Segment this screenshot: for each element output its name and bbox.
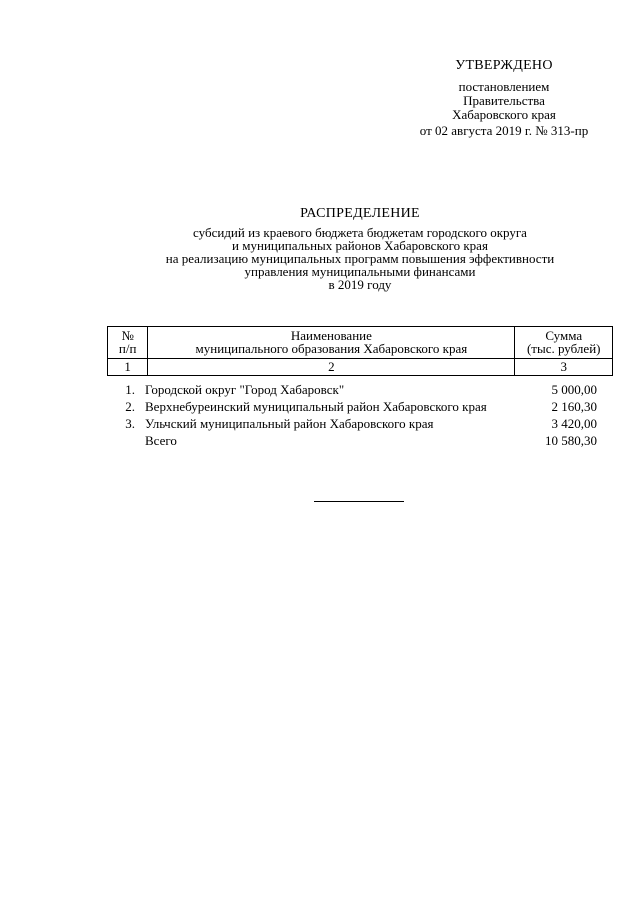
title-line: субсидий из краевого бюджета бюджетам городского округа bbox=[193, 225, 527, 240]
header-num bbox=[108, 327, 148, 359]
row-name: Ульчский муниципальный район Хабаровского края bbox=[145, 416, 434, 431]
title-line: в 2019 году bbox=[328, 277, 392, 292]
header-sum bbox=[515, 327, 613, 359]
subsidy-table-header bbox=[107, 326, 613, 376]
total-label: Всего bbox=[145, 433, 177, 448]
table-row bbox=[107, 417, 613, 431]
title-line: на реализацию муниципальных программ повышения эффективности bbox=[165, 251, 555, 266]
column-number: 3 bbox=[515, 359, 613, 376]
total-number bbox=[107, 434, 145, 448]
table-row bbox=[107, 400, 613, 414]
header-name-line2: муниципального образования Хабаровского края bbox=[195, 341, 468, 356]
document-title bbox=[104, 206, 616, 291]
approval-line: Хабаровского края bbox=[452, 107, 556, 122]
header-name-line1: Наименование bbox=[290, 328, 372, 343]
row-sum: 3 420,00 bbox=[551, 416, 597, 431]
total-row bbox=[107, 434, 613, 448]
row-number: 1. bbox=[125, 382, 135, 397]
header-num-line2: п/п bbox=[118, 341, 137, 356]
row-sum: 2 160,30 bbox=[551, 399, 597, 414]
row-name: Верхнебуреинский муниципальный район Хабаровского края bbox=[145, 399, 487, 414]
approval-stamp bbox=[392, 58, 616, 138]
header-sum-line1: Сумма bbox=[545, 328, 583, 343]
table-row bbox=[107, 383, 613, 397]
header-name bbox=[148, 327, 515, 359]
column-number: 2 bbox=[148, 359, 515, 376]
approval-line: постановлением bbox=[458, 79, 550, 94]
closing-rule bbox=[314, 501, 404, 502]
title-line: и муниципальных районов Хабаровского края bbox=[232, 238, 488, 253]
header-num-line1: № bbox=[121, 328, 134, 343]
header-sum-line2: (тыс. рублей) bbox=[526, 341, 601, 356]
approval-heading: УТВЕРЖДЕНО bbox=[455, 58, 553, 73]
approval-line: Правительства bbox=[463, 93, 545, 108]
column-number: 1 bbox=[108, 359, 148, 376]
total-sum: 10 580,30 bbox=[545, 433, 597, 448]
row-name: Городской округ "Город Хабаровск" bbox=[145, 382, 345, 397]
title-line: управления муниципальными финансами bbox=[244, 264, 476, 279]
subsidy-table-body bbox=[107, 383, 613, 451]
approval-date: от 02 августа 2019 г. № 313-пр bbox=[419, 123, 589, 138]
row-number: 3. bbox=[125, 416, 135, 431]
row-number: 2. bbox=[125, 399, 135, 414]
title-heading: РАСПРЕДЕЛЕНИЕ bbox=[300, 206, 420, 221]
row-sum: 5 000,00 bbox=[551, 382, 597, 397]
